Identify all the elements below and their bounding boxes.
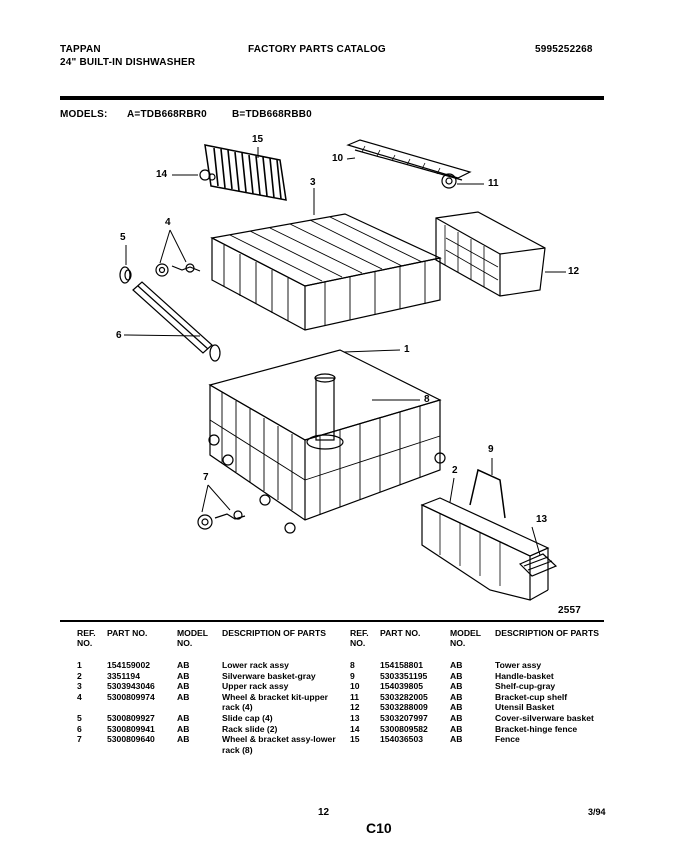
description-cell: Upper rack assy: [222, 681, 289, 692]
ref-cell: 11: [350, 691, 360, 702]
table-row: [350, 713, 615, 724]
part-cell: 5300809582: [380, 723, 428, 734]
part-cell: 5300809974: [107, 691, 155, 702]
section-code: C10: [366, 820, 392, 836]
callout-5: 5: [120, 232, 126, 243]
ref-cell: 12: [350, 702, 360, 713]
silverware-cover-part: [520, 554, 556, 576]
part-cell: 154158801: [380, 660, 424, 670]
callout-13: 13: [536, 514, 548, 525]
col-ref-header: REF. NO.: [350, 628, 369, 648]
model-cell: AB: [177, 723, 190, 734]
callout-15: 15: [252, 134, 264, 145]
ref-cell: 8: [350, 660, 355, 670]
table-header-row: [350, 628, 615, 652]
table-row: [350, 724, 615, 735]
table-row: [77, 734, 342, 755]
hinge-bracket-part: [200, 170, 215, 180]
table-row: [350, 702, 615, 713]
callout-14: 14: [156, 169, 168, 180]
description-cell: Tower assy: [495, 660, 542, 670]
ref-cell: 9: [350, 670, 355, 681]
col-ref-header: REF. NO.: [77, 628, 96, 648]
part-cell: 154039805: [380, 681, 424, 692]
upper-rack-wheel-part: [156, 264, 200, 276]
part-cell: 5303351195: [380, 670, 428, 681]
description-cell: Silverware basket-gray: [222, 670, 316, 681]
models-label: MODELS:: [60, 109, 108, 120]
silverware-basket-part: [422, 498, 548, 600]
ref-cell: 10: [350, 681, 360, 692]
part-cell: 154159002: [107, 660, 151, 670]
callout-2: 2: [452, 465, 458, 476]
ref-cell: 5: [77, 712, 82, 723]
figure-number: 2557: [558, 605, 582, 616]
parts-table-left: [77, 628, 342, 755]
model-cell: AB: [450, 734, 463, 745]
basket-handle-part: [470, 470, 505, 518]
model-cell: AB: [177, 734, 190, 745]
table-row: [77, 681, 342, 692]
part-cell: 5303282005: [380, 691, 428, 702]
part-cell: 5300809640: [107, 734, 155, 745]
model-cell: AB: [177, 681, 190, 692]
product-name: 24" BUILT-IN DISHWASHER: [60, 57, 196, 68]
description-cell: Bracket-hinge fence: [495, 723, 578, 734]
rack-slide-part: [133, 282, 220, 361]
callout-8: 8: [424, 394, 430, 405]
table-divider: [60, 620, 604, 622]
catalog-title: FACTORY PARTS CATALOG: [248, 44, 386, 55]
callout-4: 4: [165, 217, 171, 228]
callout-3: 3: [310, 177, 316, 188]
page-number: 12: [318, 807, 330, 818]
description-cell: Slide cap (4): [222, 712, 273, 723]
model-cell: AB: [177, 670, 190, 681]
description-cell: Wheel & bracket kit-upper rack (4): [222, 691, 329, 713]
model-cell: AB: [177, 660, 190, 670]
table-row: [350, 671, 615, 682]
description-cell: Handle-basket: [495, 670, 554, 681]
callout-11: 11: [488, 178, 499, 189]
part-cell: 154036503: [380, 734, 424, 745]
parts-table-right: [350, 628, 615, 745]
description-cell: Fence: [495, 734, 520, 745]
table-row: [77, 713, 342, 724]
model-b: B=TDB668RBB0: [232, 109, 312, 120]
ref-cell: 1: [77, 660, 82, 670]
description-cell: Cover-silverware basket: [495, 712, 594, 723]
lower-rack-wheel-part: [198, 511, 245, 529]
ref-cell: 4: [77, 691, 82, 702]
table-row: [77, 724, 342, 735]
model-cell: AB: [177, 712, 190, 723]
table-row: [77, 652, 342, 671]
table-row: [350, 734, 615, 745]
ref-cell: 7: [77, 734, 82, 745]
ref-cell: 3: [77, 681, 82, 692]
ref-cell: 13: [350, 712, 360, 723]
model-cell: AB: [450, 660, 463, 670]
table-row: [350, 681, 615, 692]
part-cell: 5303943046: [107, 681, 155, 692]
callout-6: 6: [116, 330, 122, 341]
model-cell: AB: [177, 691, 190, 702]
revision-date: 3/94: [588, 807, 606, 817]
upper-rack-part: [212, 214, 440, 330]
fence-part: [205, 145, 286, 200]
description-cell: Utensil Basket: [495, 702, 555, 713]
part-cell: 5303207997: [380, 712, 428, 723]
slide-cap-part: [120, 267, 131, 283]
description-cell: Shelf-cup-gray: [495, 681, 556, 692]
col-description-header: DESCRIPTION OF PARTS: [222, 628, 326, 638]
part-cell: 5300809927: [107, 712, 155, 723]
utensil-basket-part: [436, 212, 545, 296]
callout-12: 12: [568, 266, 580, 277]
model-cell: AB: [450, 723, 463, 734]
col-part-header: PART NO.: [107, 628, 148, 638]
table-row: [350, 652, 615, 671]
ref-cell: 6: [77, 723, 82, 734]
model-a: A=TDB668RBR0: [127, 109, 207, 120]
table-row: [77, 671, 342, 682]
brand-name: TAPPAN: [60, 44, 101, 55]
description-cell: Bracket-cup shelf: [495, 691, 568, 702]
part-cell: 5300809941: [107, 723, 155, 734]
part-cell: 5303288009: [380, 702, 428, 713]
description-cell: Rack slide (2): [222, 723, 278, 734]
col-part-header: PART NO.: [380, 628, 421, 638]
callout-9: 9: [488, 444, 494, 455]
model-cell: AB: [450, 670, 463, 681]
table-header-row: [77, 628, 342, 652]
model-cell: AB: [450, 681, 463, 692]
callout-10: 10: [332, 153, 344, 164]
ref-cell: 14: [350, 723, 360, 734]
description-cell: Wheel & bracket assy-lower rack (8): [222, 734, 336, 755]
ref-cell: 2: [77, 670, 82, 681]
model-cell: AB: [450, 691, 463, 702]
part-cell: 3351194: [107, 670, 140, 681]
table-row: [77, 692, 342, 713]
col-model-header: MODEL NO.: [450, 628, 481, 648]
table-row: [350, 692, 615, 703]
col-model-header: MODEL NO.: [177, 628, 208, 648]
callout-7: 7: [203, 472, 209, 483]
callout-1: 1: [404, 344, 410, 355]
ref-cell: 15: [350, 734, 360, 745]
catalog-number: 5995252268: [535, 44, 593, 55]
col-description-header: DESCRIPTION OF PARTS: [495, 628, 599, 638]
model-cell: AB: [450, 702, 463, 713]
description-cell: Lower rack assy: [222, 660, 289, 670]
model-cell: AB: [450, 712, 463, 723]
